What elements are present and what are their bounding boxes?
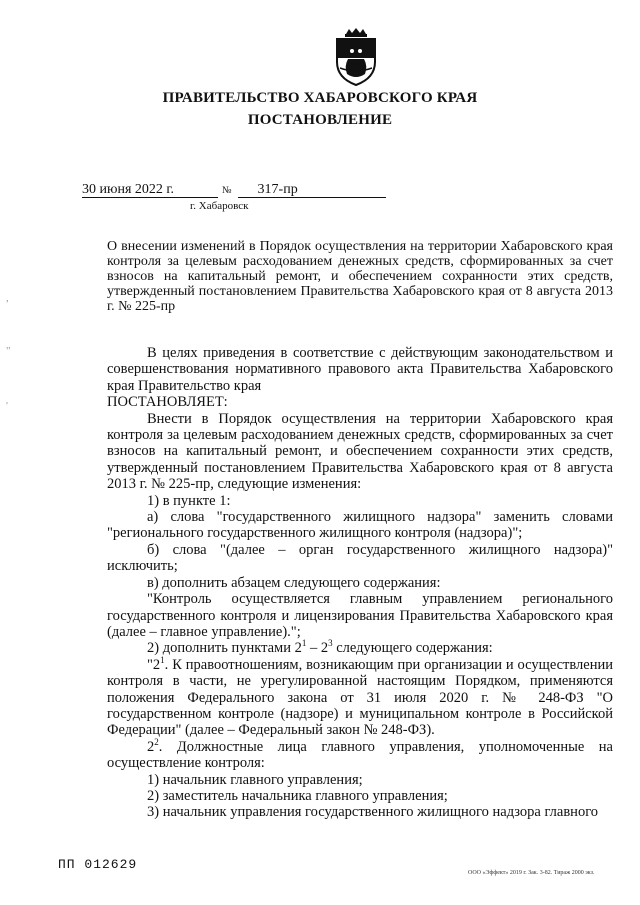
item-2-1 bbox=[107, 654, 613, 739]
item-2-2-2: 2) заместитель начальника главного управления; bbox=[147, 787, 448, 804]
printer-imprint: ООО «Эффект» 2019 г. Зак. 3-82. Тираж 2000 экз. bbox=[468, 870, 595, 876]
document-subject: О внесении изменений в Порядок осуществления на территории Хабаровского края контроля за целевым расходованием денежных средств, сформированных за счет взносов на капитальный ремонт, и обеспечением сохранности этих средств, утвержденный постановлением Правительства Хабаровского края от 8 августа 2013 г. № 225-пр bbox=[107, 239, 613, 314]
number-sign: № bbox=[222, 185, 232, 196]
date-number-line bbox=[82, 182, 386, 198]
item-2-1-sup: 1 bbox=[160, 654, 165, 665]
margin-mark: ' bbox=[6, 400, 8, 412]
item-2-2-1: 1) начальник главного управления; bbox=[147, 771, 363, 788]
document-type: ПОСТАНОВЛЕНИЕ bbox=[247, 112, 393, 128]
document-date: 30 июня 2022 г. bbox=[82, 183, 218, 198]
item-1c-text: "Контроль осуществляется главным управлением регионального государственного контроля и лицензирования Правительства Хабаровского края (далее – главное управление)."; bbox=[107, 591, 613, 640]
item-2-2-3: 3) начальник управления государственного жилищного надзора главного bbox=[147, 804, 599, 821]
margin-mark: , bbox=[6, 292, 9, 304]
item-2-text-a: 2) дополнить пунктами 2 bbox=[147, 640, 302, 657]
item-2-1-open: "2 bbox=[147, 656, 161, 673]
item-2 bbox=[107, 640, 613, 656]
item-1b: б) слова "(далее – орган государственного жилищного надзора)" исключить; bbox=[107, 541, 613, 575]
item-1: 1) в пункте 1: bbox=[147, 492, 231, 509]
serial-number: ПП 012629 bbox=[58, 857, 138, 872]
item-2-sup-1: 1 bbox=[301, 638, 307, 649]
item-2-2-open: 2 bbox=[147, 738, 155, 755]
document-body bbox=[107, 345, 613, 821]
item-1c: в) дополнить абзацем следующего содержания: bbox=[147, 574, 441, 591]
margin-mark: " bbox=[6, 345, 11, 357]
government-title: ПРАВИТЕЛЬСТВО ХАБАРОВСКОГО КРАЯ bbox=[162, 90, 478, 106]
item-2-dash: – 2 bbox=[306, 640, 329, 657]
item-2-2-text: . Должностные лица главного управления, уполномоченные на осуществление контроля: bbox=[107, 738, 613, 772]
item-2-text-b: следующего содержания: bbox=[332, 640, 493, 657]
item-2-sup-3: 3 bbox=[328, 638, 333, 649]
document-number: 317-пр bbox=[238, 183, 386, 198]
item-2-2 bbox=[107, 736, 613, 772]
city: г. Хабаровск bbox=[190, 200, 249, 212]
preamble-paragraph: В целях приведения в соответствие с действующим законодательством и совершенствования нормативного правового акта Правительства Хабаровского края Правительство края bbox=[107, 345, 613, 394]
item-2-1-text: . К правоотношениям, возникающим при организации и осуществлении контроля в части, не урегулированной настоящим Порядком, применяются положения Федерального закона от 31 июля 2020 г. № 248-ФЗ "О государственном контроле (надзоре) и муниципальном контроле в Российской Федерации" (далее – Федеральный закон № 248-ФЗ). bbox=[107, 656, 613, 739]
khabarovsk-emblem-icon bbox=[334, 28, 378, 86]
item-1a: а) слова "государственного жилищного надзора" заменить словами "регионального государственного жилищного контроля (надзора)"; bbox=[107, 509, 613, 542]
item-2-2-sup: 2 bbox=[154, 736, 159, 747]
amend-paragraph: Внести в Порядок осуществления на территории Хабаровского края контроля за целевым расходованием денежных средств, сформированных за счет взносов на капитальный ремонт, и обеспечением сохранности этих средств, утвержденный постановлением Правительства Хабаровского края от 8 августа 2013 г. № 225-пр, следующие изменения: bbox=[107, 410, 613, 493]
resolves-heading: ПОСТАНОВЛЯЕТ: bbox=[107, 394, 228, 411]
